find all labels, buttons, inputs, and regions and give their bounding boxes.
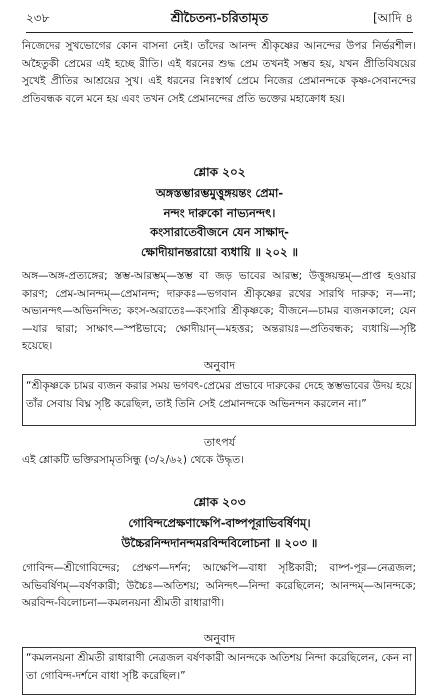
verse-line: কংসারাতেবীজনে যেন সাক্ষাদ্- [150,225,289,239]
verse-203-heading: শ্লোক ২০৩ [193,495,246,509]
verse-line: উচ্চৈরনিন্দদানন্দমরবিন্দবিলোচনা ॥ ২০৩ ॥ [121,535,318,550]
header-rule [26,32,413,33]
verse-line: ক্ষোদীয়ানন্তরায়ো ব্যধায়ি ॥ ২০২ ॥ [141,244,298,259]
verse-line: অঙ্গস্তম্ভারম্ভমুত্তুঙ্গয়ন্তং প্রেমা- [155,186,284,200]
verse-203-translation: “কমলনয়না শ্রীমতী রাধারাণী নেত্রজল বর্ষণকারী আনন্দকে অতিশয় নিন্দা করেছিলেন, কেন না তা গোবিন্দ-দর্শনে বাধা সৃষ্টি করেছিল।” [26,652,412,682]
verse-202-translation-heading: অনুবাদ [203,359,236,372]
verse-203-text [0,514,439,553]
verse-202-purport: এই শ্লোকটি ভক্তিরসামৃতসিন্ধু (৩/২/৬২) থেকে উদ্ধৃত। [22,454,244,466]
verse-202-purport-heading: তাৎপর্য [203,436,236,449]
verse-203-translation-heading: অনুবাদ [203,632,236,645]
chapter-label: [আদি ৪ [372,11,413,25]
intro-paragraph: নিজেদের সুখভোগের কোন বাসনা নেই। তাঁদের আনন্দ শ্রীকৃষ্ণের আনন্দের উপর নির্ভরশীল। অহৈতুকী প্রেমের এই হচ্ছে রীতি। এই ধরনের শুদ্ধ প্রেম তখনই সম্ভব হয়, যখন প্রীতিবিষয়ের সুখেই প্রীতির আশ্রয়ের সুখ। এই ধরনের নিঃস্বার্থ প্রেমে নিজের প্রেমানন্দকে কৃষ্ণ-সেবানন্দের প্রতিবন্ধক বলে মনে হয় এবং তখন সেই প্রেমানন্দের প্রতি ভক্তের মহাক্রোধ হয়। [22,40,416,105]
verse-202-heading: শ্লোক ২০২ [193,165,246,179]
book-title: শ্রীচৈতন্য-চরিতামৃত [170,10,269,25]
page-header [0,6,439,30]
verse-202-synonyms: অঙ্গ—অঙ্গ-প্রত্যঙ্গের; স্তম্ভ-আরম্ভম্—স্তম্ভ বা জড় ভাবের আরম্ভ; উত্তুঙ্গয়ন্তম্—প্রাপ্ত হওয়ার কারণ; প্রেম-আনন্দম্—প্রেমানন্দ; দারুকঃ—ভগবান শ্রীকৃষ্ণের রথের সারথি দারুক; ন—না; অভ্যনন্দৎ—অভিনন্দিত; কংস-অরাতেঃ—কংসারি শ্রীকৃষ্ণকে; বীজনে—চামর ব্যজনকালে; যেন—যার দ্বারা; সাক্ষাৎ—স্পষ্টভাবে; ক্ষোদীয়ান্—মহত্তর; অন্তরায়ঃ—প্রতিবন্ধক; ব্যধায়ি—সৃষ্টি হয়েছে। [22,270,416,352]
verse-line: গোবিন্দপ্রেক্ষণাক্ষেপি-বাষ্পপূরাভিবর্ষিণম্। [128,516,311,530]
page-number: ২৩৮ [26,11,50,25]
verse-202-translation: “শ্রীকৃষ্ণকে চামর ব্যজন করার সময় ভগবৎ-প্রেমের প্রভাবে দারুকের দেহে স্তম্ভভাবের উদয় হয়ে তাঁর সেবায় বিঘ্ন সৃষ্টি করেছিল, তাই তিনি সেই প্রেমানন্দকে অভিনন্দন করলেন না।” [26,380,412,410]
verse-203-synonyms: গোবিন্দ—শ্রীগোবিন্দের; প্রেক্ষণ—দর্শন; আক্ষেপি—বাধা সৃষ্টিকারী; বাষ্প-পূর—নেত্রজল; অভিবর্ষিণম্—বর্ষণকারী; উচ্চৈঃ—অতিশয়; অনিন্দৎ—নিন্দা করেছিলেন; আনন্দম্—আনন্দকে; অরবিন্দ-বিলোচনা—কমলনয়না শ্রীমতী রাধারাণী। [22,562,416,609]
verse-202-text [0,184,439,262]
verse-line: নন্দং দারুকো নাভ্যনন্দৎ। [163,205,276,220]
